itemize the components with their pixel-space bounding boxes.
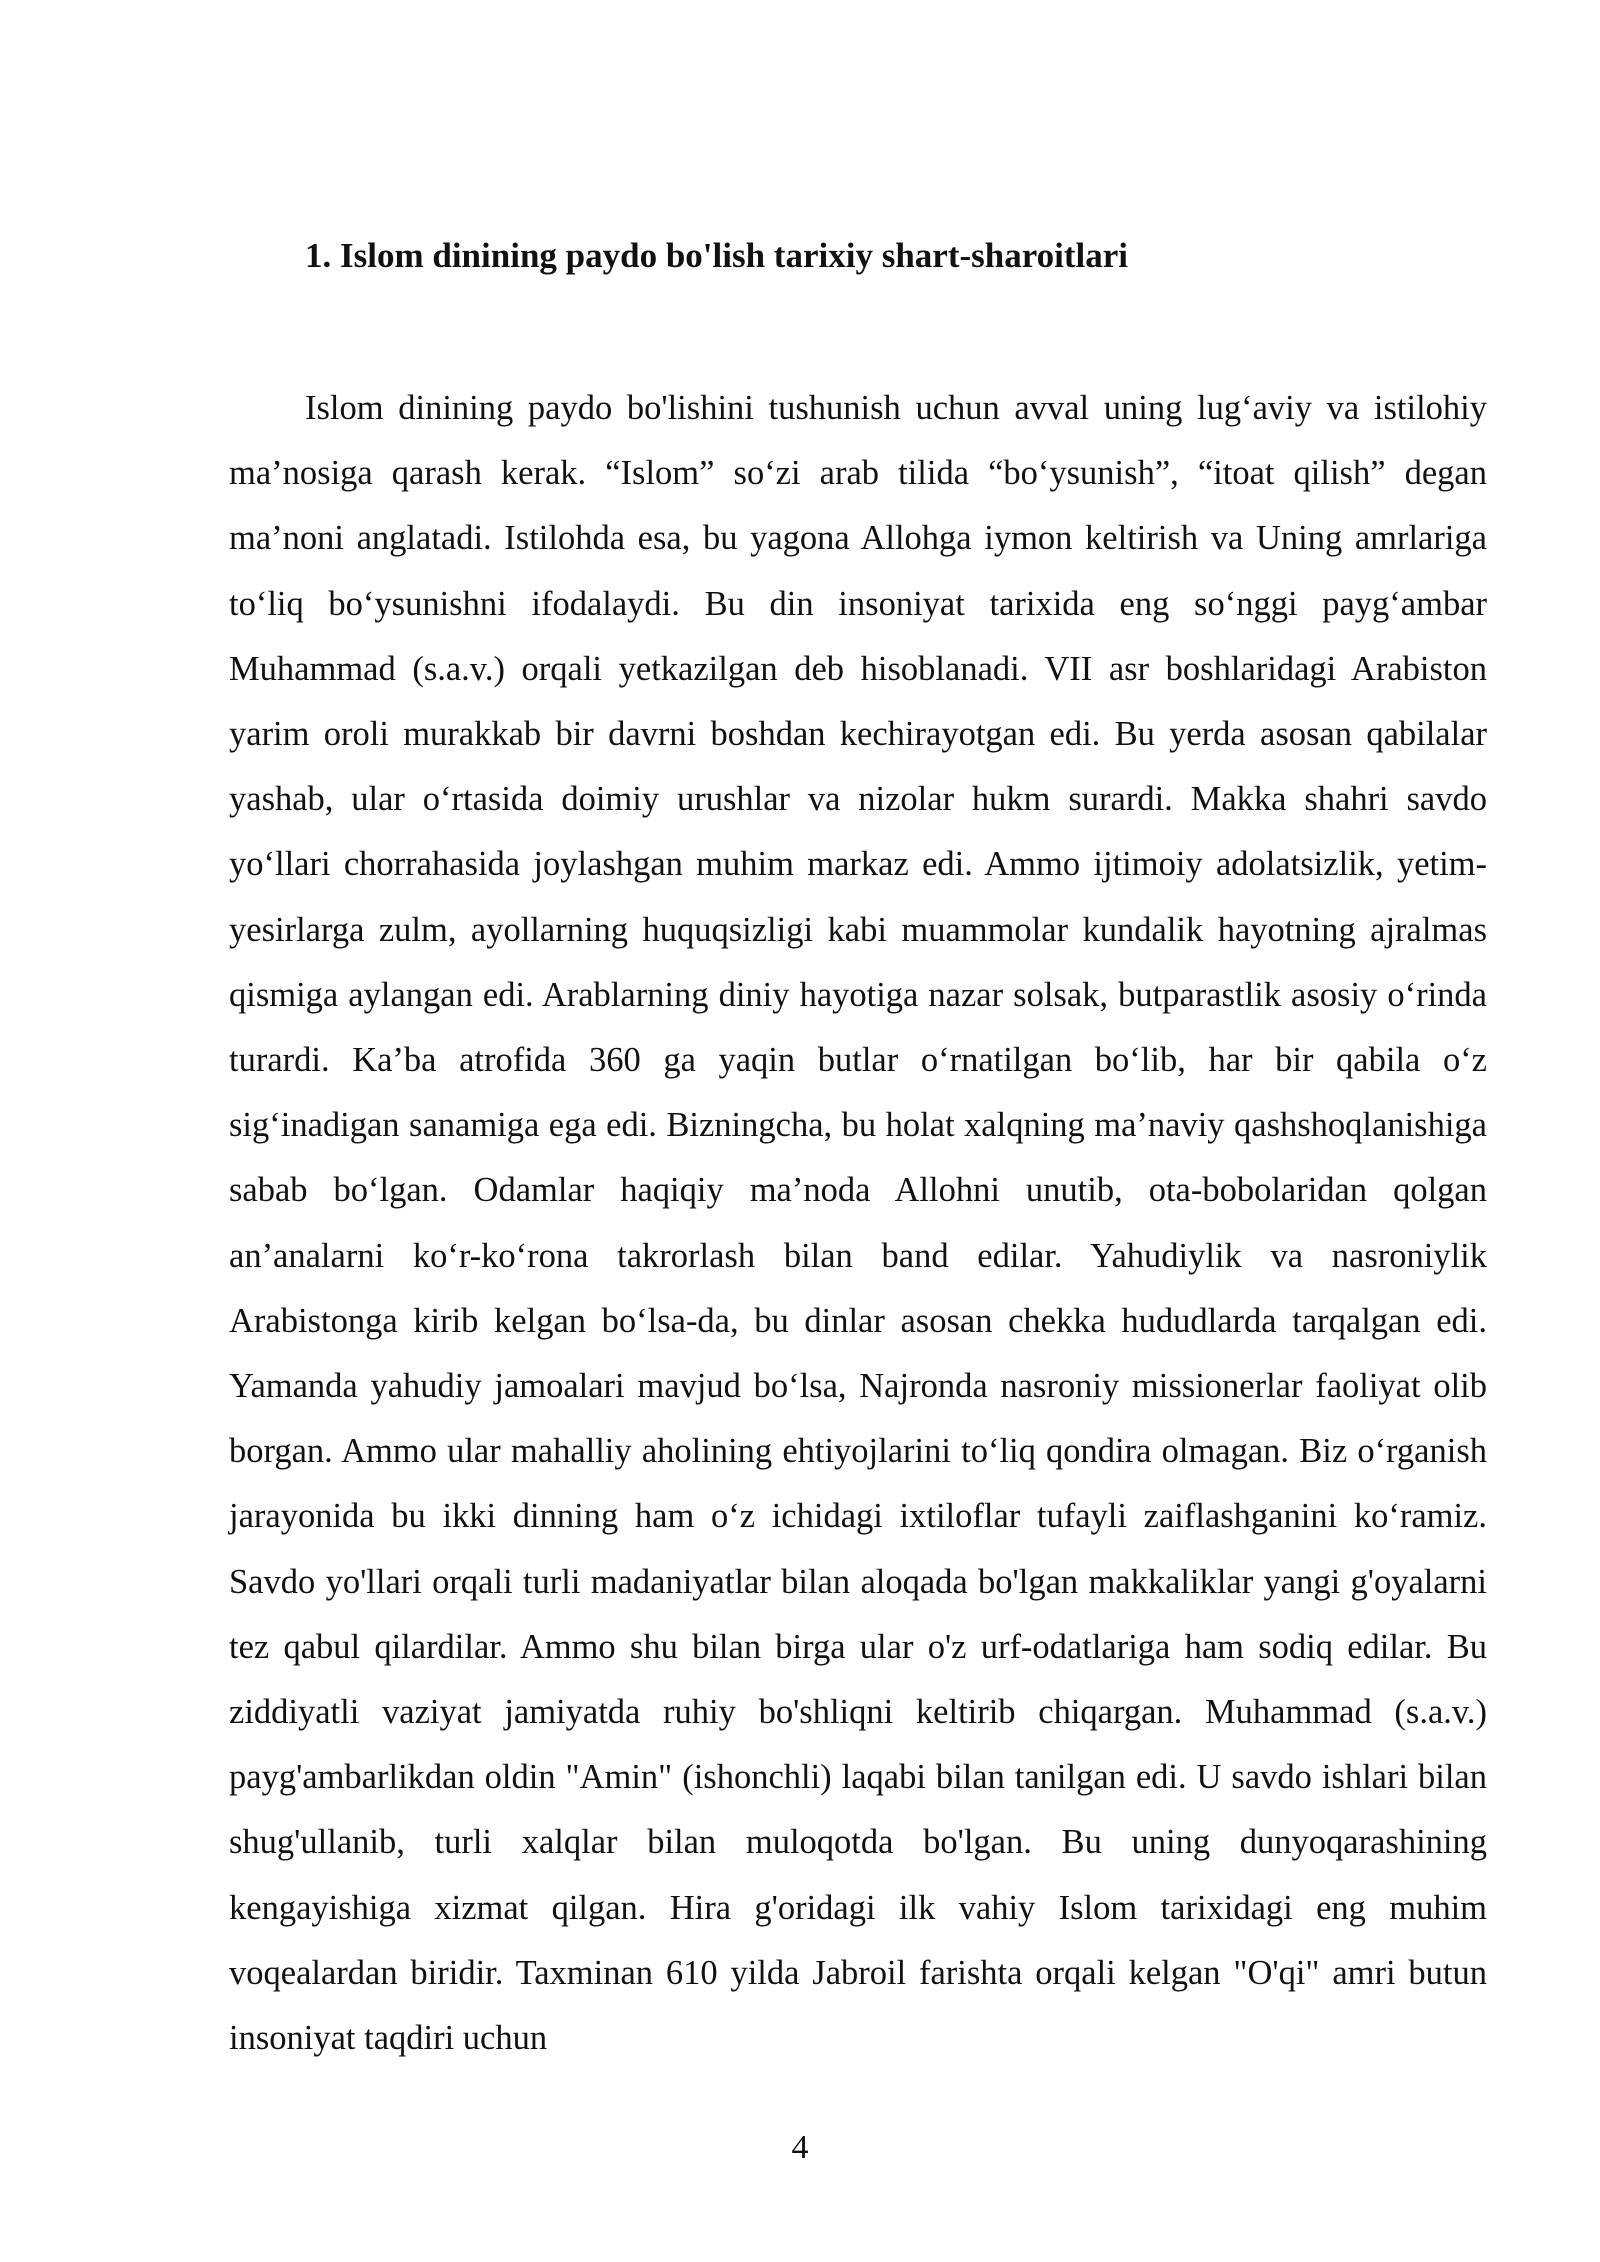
- body-paragraph: Islom dinining paydo bo'lishini tushunish uchun avval uning lug‘aviy va istilohiy ma’nosiga qarash kerak. “Islom” so‘zi arab tilida “bo‘ysunish”, “itoat qilish” degan ma’noni anglatadi. Istilohda esa, bu yagona Allohga iymon keltirish va Uning amrlariga to‘liq bo‘ysunishni ifodalaydi. Bu din insoniyat tarixida eng so‘nggi payg‘ambar Muhammad (s.a.v.) orqali yetkazilgan deb hisoblanadi. VII asr boshlaridagi Arabiston yarim oroli murakkab bir davrni boshdan kechirayotgan edi. Bu yerda asosan qabilalar yashab, ular o‘rtasida doimiy urushlar va nizolar hukm surardi. Makka shahri savdo yo‘llari chorrahasida joylashgan muhim markaz edi. Ammo ijtimoiy adolatsizlik, yetim-yesirlarga zulm, ayollarning huquqsizligi kabi muammolar kundalik hayotning ajralmas qismiga aylangan edi. Arablarning diniy hayotiga nazar solsak, butparastlik asosiy o‘rinda turardi. Ka’ba atrofida 360 ga yaqin butlar o‘rnatilgan bo‘lib, har bir qabila o‘z sig‘inadigan sanamiga ega edi. Bizningcha, bu holat xalqning ma’naviy qashshoqlanishiga sabab bo‘lgan. Odamlar haqiqiy ma’noda Allohni unutib, ota-bobolaridan qolgan an’analarni ko‘r-ko‘rona takrorlash bilan band edilar. Yahudiylik va nasroniylik Arabistonga kirib kelgan bo‘lsa-da, bu dinlar asosan chekka hududlarda tarqalgan edi. Yamanda yahudiy jamoalari mavjud bo‘lsa, Najronda nasroniy missionerlar faoliyat olib borgan. Ammo ular mahalliy aholining ehtiyojlarini to‘liq qondira olmagan. Biz o‘rganish jarayonida bu ikki dinning ham o‘z ichidagi ixtiloflar tufayli zaiflashganini ko‘ramiz. Savdo yo'llari orqali turli madaniyatlar bilan aloqada bo'lgan makkaliklar yangi g'oyalarni tez qabul qilardilar. Ammo shu bilan birga ular o'z urf-odatlariga ham sodiq edilar. Bu ziddiyatli vaziyat jamiyatda ruhiy bo'shliqni keltirib chiqargan. Muhammad (s.a.v.) payg'ambarlikdan oldin "Amin" (ishonchli) laqabi bilan tanilgan edi. U savdo ishlari bilan shug'ullanib, turli xalqlar bilan muloqotda bo'lgan. Bu uning dunyoqarashining kengayishiga xizmat qilgan. Hira g'oridagi ilk vahiy Islom tarixidagi eng muhim voqealardan biridir. Taxminan 610 yilda Jabroil farishta orqali kelgan "O'qi" amri butun insoniyat taqdiri uchun: [229, 389, 1487, 2058]
- page-number: 4: [791, 2129, 809, 2166]
- section-heading: 1. Islom dinining paydo bo'lish tarixiy shart-sharoitlari: [305, 236, 1128, 275]
